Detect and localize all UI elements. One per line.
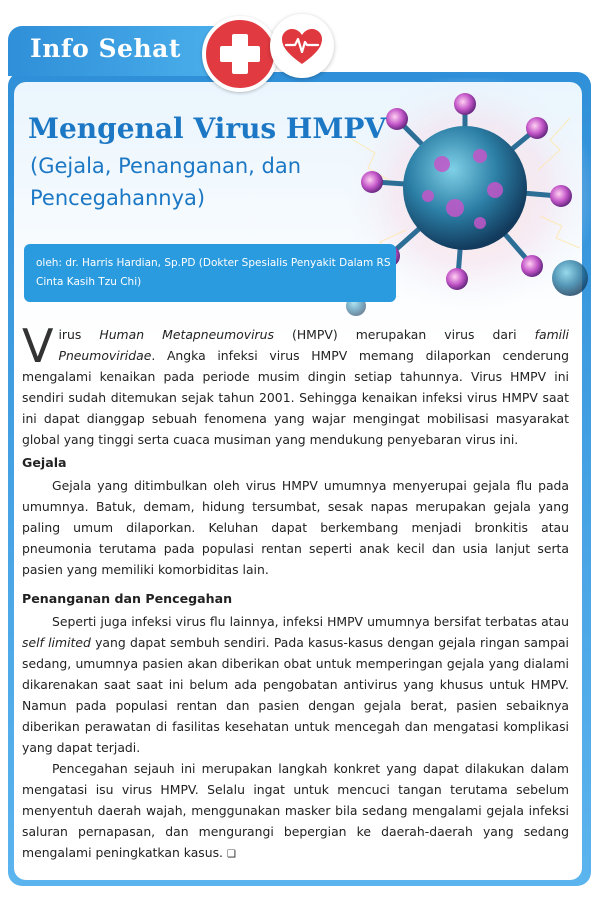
article-body (22, 319, 569, 865)
heading-penanganan: Penanganan dan Pencegahan (22, 591, 233, 606)
intro-text-3: . Angka infeksi virus HMPV memang dilaporkan cenderung mengalami kenaikan pada periode musim dingin setiap tahunnya. Virus HMPV ini sendiri sudah ditemukan sejak tahun 2001. Sehingga kenaikan infeksi virus HMPV saat ini dapat dianggap sebuah fenomena yang wajar mengingat mobilisasi masyarakat global yang tinggi serta cuaca musiman yang mendukung penyebaran virus ini. (22, 348, 569, 447)
penanganan-italic: self limited (22, 635, 91, 650)
gejala-paragraph: Gejala yang ditimbulkan oleh virus HMPV umumnya menyerupai gejala flu pada umumnya. Batuk, demam, hidung tersumbat, sesak napas merupakan gejala yang paling umum dilaporkan. Keluhan dapat berkembang menjadi bronkitis atau pneumonia terutama pada populasi rentan seperti anak kecil dan usia lanjut serta pasien yang memiliki komorbiditas lain. (22, 478, 569, 577)
penanganan-text-1: Seperti juga infeksi virus flu lainnya, infeksi HMPV umumnya bersifat terbatas atau (52, 614, 569, 629)
article-title: Mengenal Virus HMPV (28, 112, 387, 145)
intro-italic-2: famili Pneumoviridae (58, 327, 569, 363)
end-mark-icon: ❑ (226, 849, 236, 860)
pencegahan-paragraph (22, 758, 569, 865)
penanganan-text-2: yang dapat sembuh sendiri. Pada kasus-kasus dengan gejala ringan sampai sedang, umumnya pasien akan diberikan obat untuk memperingan gejala yang dialami dikarenakan saat saat ini belum ada pengobatan antivirus yang khusus untuk HMPV. Namun pada populasi rentan dan pasien dengan gejala berat, pasien sebaiknya diberikan perawatan di fasilitas kesehatan untuk mencegah dan mengatasi komplikasi yang dapat terjadi. (22, 635, 569, 755)
section-label: Info Sehat (30, 34, 181, 63)
heart-pulse-icon (270, 14, 334, 78)
penanganan-paragraph (22, 611, 569, 758)
pencegahan-text: Pencegahan sejauh ini merupakan langkah konkret yang dapat dilakukan dalam mengatasi isu virus HMPV. Selalu ingat untuk mencuci tangan terutama sebelum menyentuh daerah wajah, menggunakan masker bila sedang mengalami gejala infeksi saluran pernapasan, dan mengurangi bepergian ke daerah-daerah yang sedang mengalami peningkatkan kasus. (22, 761, 569, 860)
drop-cap: V (22, 319, 54, 373)
article-subtitle: (Gejala, Penanganan, dan Pencegahannya) (30, 154, 302, 210)
intro-paragraph (22, 319, 569, 450)
intro-italic-1: Human Metapneumovirus (99, 327, 274, 342)
heading-gejala: Gejala (22, 455, 67, 470)
medical-cross-icon (202, 16, 278, 92)
intro-text-1: irus (58, 327, 100, 342)
intro-text-2: (HMPV) merupakan virus dari (273, 327, 535, 342)
author-byline: oleh: dr. Harris Hardian, Sp.PD (Dokter Spesialis Penyakit Dalam RS Cinta Kasih Tzu Chi) (36, 257, 391, 288)
